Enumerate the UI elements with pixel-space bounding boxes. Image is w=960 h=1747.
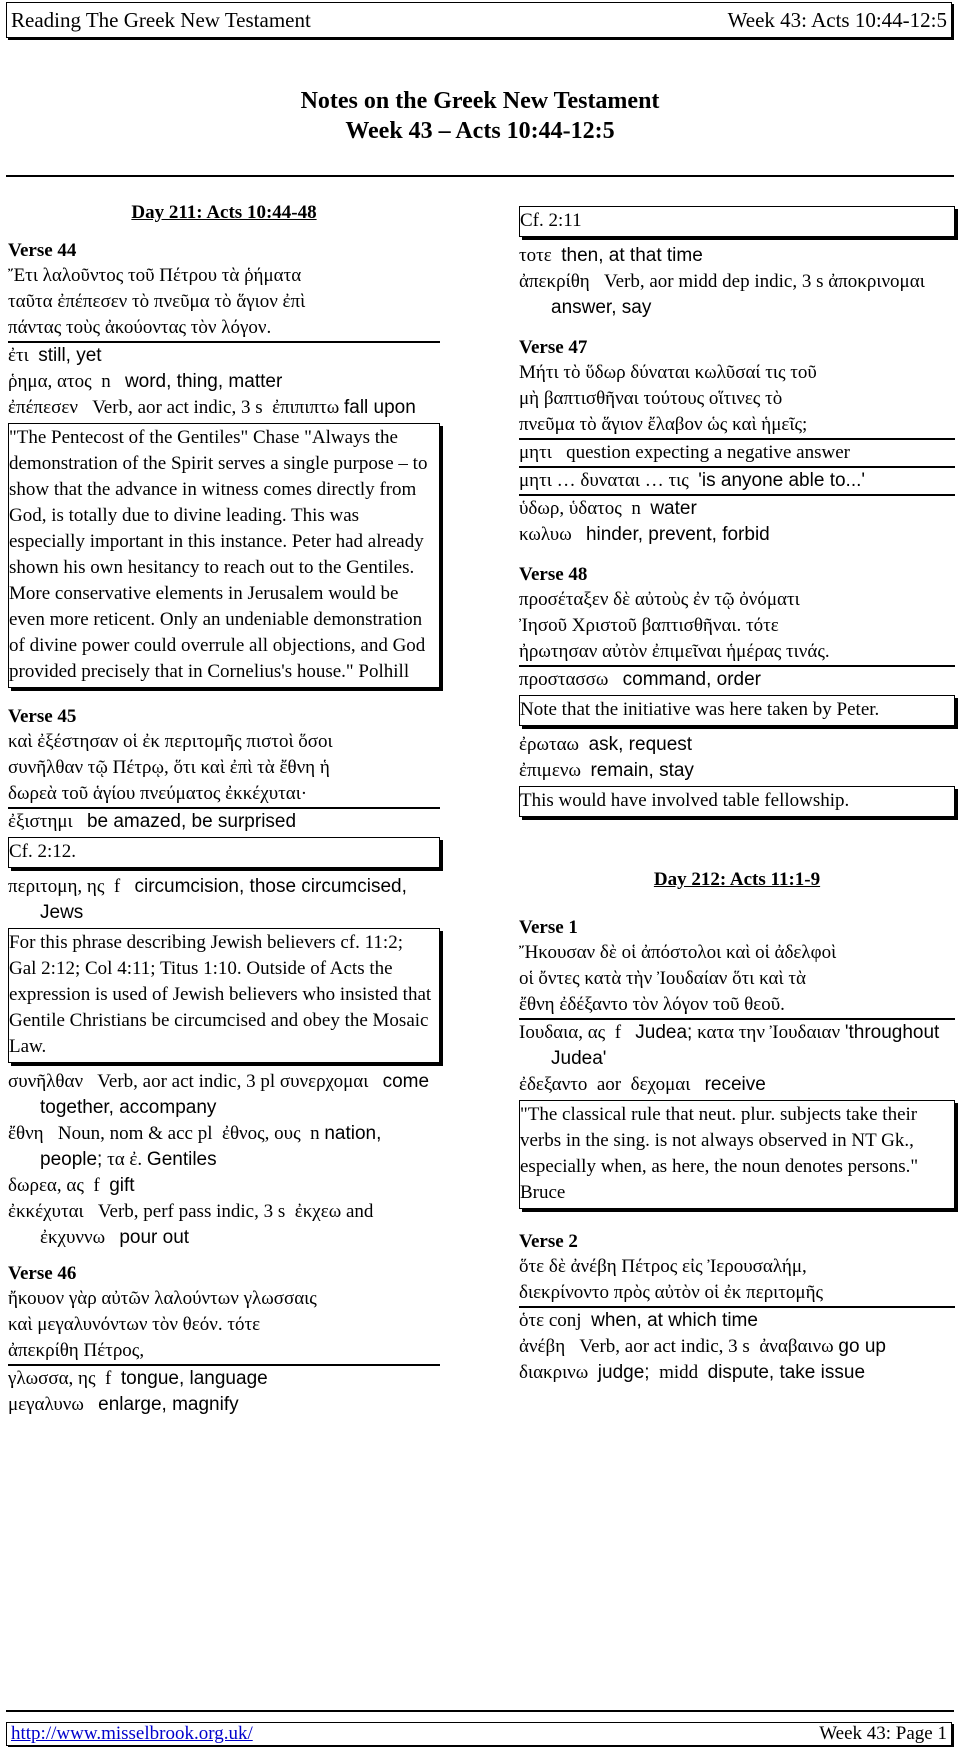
vocab-lemma: ἀποκρινομαι xyxy=(828,271,925,292)
note-box: Cf. 2:11 xyxy=(519,206,955,237)
vocab-gender: n xyxy=(101,371,111,392)
vocab-entry xyxy=(519,440,955,468)
vocab-word: ὁτε xyxy=(519,1310,545,1331)
greek-text xyxy=(8,1286,440,1366)
vocab-parse: Verb, perf pass indic, 3 s xyxy=(97,1201,286,1222)
note-box: For this phrase describing Jewish believers cf. 11:2; Gal 2:12; Col 4:11; Titus 1:10. Outside of Acts the expression is used of Jewish believers who insisted that Gentile Christians be circumcised and obey the Mosaic Law. xyxy=(8,928,440,1063)
vocab-entry xyxy=(8,1121,440,1173)
vocab-word: τοτε xyxy=(519,245,552,266)
greek-line: Ἰησοῦ Χριστοῦ βαπτισθῆναι. τότε xyxy=(519,615,779,636)
vocab-gloss: word, thing, matter xyxy=(124,371,283,392)
greek-text xyxy=(8,729,440,809)
vocab-entry xyxy=(519,496,955,522)
vocab-phrase: μητι … δυναται … τις xyxy=(519,470,689,491)
greek-line: μὴ βαπτισθῆναι τούτους οἵτινες τὸ xyxy=(519,388,783,409)
greek-line: ἔθνη ἐδέξαντο τὸν λόγον τοῦ θεοῦ. xyxy=(519,994,785,1015)
vocab-conj: and xyxy=(345,1201,374,1222)
vocab-parse: aor xyxy=(596,1074,622,1095)
vocab-entry xyxy=(8,1392,440,1418)
vocab-gloss: water xyxy=(650,498,697,519)
vocab-gloss: go up xyxy=(838,1336,886,1357)
left-column xyxy=(8,200,440,1418)
vocab-gloss: tongue, language xyxy=(120,1368,268,1389)
vocab-entry xyxy=(519,1308,955,1334)
vocab-gloss: remain, stay xyxy=(590,760,694,781)
greek-line: καὶ ἐξέστησαν οἱ ἐκ περιτομῆς πιστοὶ ὅσοι xyxy=(8,731,333,752)
vocab-word: περιτομη, ης xyxy=(8,876,105,897)
vocab-parse: Verb, aor midd dep indic, 3 s xyxy=(603,271,824,292)
verse-heading: Verse 44 xyxy=(8,240,77,261)
vocab-entry xyxy=(8,1069,440,1121)
vocab-entry xyxy=(8,395,440,421)
note-box: Note that the initiative was here taken by Peter. xyxy=(519,695,955,726)
verse-heading: Verse 46 xyxy=(8,1263,77,1284)
vocab-lemma: ἐκχυννω xyxy=(40,1227,106,1248)
vocab-parse: Noun, nom & acc pl xyxy=(57,1123,213,1144)
vocab-word: κωλυω xyxy=(519,524,572,545)
greek-text xyxy=(519,1254,955,1308)
vocab-entry xyxy=(519,522,955,548)
vocab-gloss: command, order xyxy=(622,669,761,690)
vocab-gloss: be amazed, be surprised xyxy=(86,811,297,832)
verse-heading: Verse 2 xyxy=(519,1231,578,1252)
verse-heading: Verse 47 xyxy=(519,337,588,358)
vocab-entry xyxy=(519,1072,955,1098)
greek-line: ἠρωτησαν αὐτὸν ἐπιμεῖναι ἡμέρας τινάς. xyxy=(519,641,830,662)
vocab-word: μητι xyxy=(519,442,552,463)
vocab-gloss: hinder, prevent, forbid xyxy=(585,524,770,545)
page-number: Week 43: Page 1 xyxy=(819,1723,947,1744)
vocab-gloss: Gentiles xyxy=(146,1149,217,1170)
vocab-gender: f xyxy=(105,1368,112,1389)
day-heading: Day 211: Acts 10:44-48 xyxy=(131,202,317,223)
vocab-gloss: question expecting a negative answer xyxy=(566,442,850,463)
day-heading: Day 212: Acts 11:1-9 xyxy=(653,869,821,890)
title-line-2: Week 43 – Acts 10:44-12:5 xyxy=(345,118,615,144)
vocab-entry xyxy=(519,1020,955,1072)
note-box: Cf. 2:12. xyxy=(8,837,440,868)
vocab-entry xyxy=(519,732,955,758)
page-header xyxy=(6,2,952,38)
greek-line: Μήτι τὸ ὕδωρ δύναται κωλῦσαί τις τοῦ xyxy=(519,362,817,383)
vocab-gloss: Judea; xyxy=(635,1022,693,1043)
vocab-lemma: συνερχομαι xyxy=(279,1071,369,1092)
greek-line: πνεῦμα τὸ ἅγιον ἔλαβον ὡς καὶ ἡμεῖς; xyxy=(519,414,808,435)
greek-text xyxy=(519,940,955,1020)
greek-line: πάντας τοὺς ἀκούοντας τὸν λόγον. xyxy=(8,317,272,338)
vocab-entry xyxy=(519,243,955,269)
vocab-gender: n xyxy=(631,498,641,519)
note-box: "The classical rule that neut. plur. subjects take their verbs in the sing. is not always observed in NT Gk., especially when, as here, the noun denotes persons." Bruce xyxy=(519,1100,955,1209)
vocab-word: ἐτι xyxy=(8,345,29,366)
vocab-entry xyxy=(8,874,440,926)
page-footer xyxy=(6,1722,952,1746)
greek-line: ἀπεκρίθη Πέτρος, xyxy=(8,1340,145,1361)
verse-heading: Verse 45 xyxy=(8,706,77,727)
vocab-lemma: ἐθνος, ους xyxy=(221,1123,301,1144)
vocab-word: ἐκκέχυται xyxy=(8,1201,84,1222)
vocab-word: ἐπιμενω xyxy=(519,760,581,781)
vocab-entry xyxy=(519,468,955,496)
greek-text xyxy=(519,360,955,440)
greek-line: ἤκουον γὰρ αὐτῶν λαλούντων γλωσσαις xyxy=(8,1288,317,1309)
vocab-gloss: receive xyxy=(704,1074,766,1095)
vocab-parse: Verb, aor act indic, 3 s xyxy=(579,1336,750,1357)
vocab-entry xyxy=(8,369,440,395)
vocab-entry xyxy=(519,1334,955,1360)
vocab-entry xyxy=(8,343,440,369)
vocab-word: γλωσσα, ης xyxy=(8,1368,96,1389)
vocab-entry xyxy=(8,1173,440,1199)
title-divider xyxy=(6,175,954,177)
greek-line: δωρεὰ τοῦ ἁγίου πνεύματος ἐκκέχυται· xyxy=(8,783,308,804)
vocab-gloss: ask, request xyxy=(588,734,693,755)
greek-line: ὅτε δὲ ἀνέβη Πέτρος εἰς Ἰερουσαλήμ, xyxy=(519,1256,807,1277)
vocab-gloss: pour out xyxy=(119,1227,190,1248)
vocab-gloss: enlarge, magnify xyxy=(98,1394,239,1415)
vocab-entry xyxy=(8,1199,440,1251)
greek-line: προσέταξεν δὲ αὐτοὺς ἐν τῷ ὀνόματι xyxy=(519,589,800,610)
vocab-entry xyxy=(519,758,955,784)
vocab-word: ἀπεκρίθη xyxy=(519,271,590,292)
vocab-gloss: fall upon xyxy=(343,397,416,418)
greek-line: συνῆλθαν τῷ Πέτρῳ, ὅτι καὶ ἐπὶ τὰ ἔθνη ἡ xyxy=(8,757,330,778)
vocab-word: δωρεα, ας xyxy=(8,1175,84,1196)
vocab-gloss: nation, people; xyxy=(40,1123,382,1170)
vocab-word: ἐδεξαντο xyxy=(519,1074,588,1095)
vocab-gender: f xyxy=(93,1175,100,1196)
vocab-gloss: still, yet xyxy=(38,345,102,366)
vocab-lemma: δεχομαι xyxy=(630,1074,691,1095)
vocab-gloss: answer, say xyxy=(551,297,652,318)
vocab-word: συνῆλθαν xyxy=(8,1071,84,1092)
vocab-parse: Verb, aor act indic, 3 s xyxy=(92,397,263,418)
vocab-word: διακρινω xyxy=(519,1362,589,1383)
vocab-word: ὑδωρ, ὑδατος xyxy=(519,498,622,519)
vocab-phrase: τα ἐ. xyxy=(107,1149,143,1170)
vocab-gender: f xyxy=(614,1022,622,1043)
vocab-gloss: 'throughout Judea' xyxy=(551,1022,940,1069)
vocab-gloss: when, at which time xyxy=(591,1310,758,1331)
greek-text xyxy=(519,587,955,667)
vocab-parse: Verb, aor act indic, 3 pl xyxy=(97,1071,276,1092)
vocab-gloss: gift xyxy=(109,1175,135,1196)
vocab-word: Ιουδαια, ας xyxy=(519,1022,606,1043)
vocab-entry xyxy=(8,809,440,835)
vocab-lemma: ἐπιπιπτω xyxy=(272,397,340,418)
greek-text xyxy=(8,263,440,343)
vocab-lemma: ἀναβαινω xyxy=(759,1336,834,1357)
vocab-word: προστασσω xyxy=(519,669,609,690)
footer-divider xyxy=(6,1710,954,1712)
verse-heading: Verse 48 xyxy=(519,564,588,585)
vocab-word: ῥημα, ατος xyxy=(8,371,92,392)
greek-line: Ἤκουσαν δὲ οἱ ἀπόστολοι καὶ οἱ ἀδελφοὶ xyxy=(519,942,837,963)
greek-line: διεκρίνοντο πρὸς αὐτὸν οἱ ἐκ περιτομῆς xyxy=(519,1282,824,1303)
vocab-parse: conj xyxy=(548,1310,582,1331)
vocab-gender: f xyxy=(113,876,121,897)
vocab-entry xyxy=(519,667,955,693)
vocab-gender: n xyxy=(310,1123,320,1144)
site-link[interactable]: http://www.misselbrook.org.uk/ xyxy=(11,1723,253,1744)
vocab-word: ἀνέβη xyxy=(519,1336,566,1357)
vocab-word: μεγαλυνω xyxy=(8,1394,84,1415)
vocab-phrase: κατα την Ἰουδαιαν xyxy=(697,1022,841,1043)
vocab-parse: midd xyxy=(659,1362,699,1383)
vocab-lemma: ἐκχεω xyxy=(294,1201,342,1222)
vocab-word: ἐπέπεσεν xyxy=(8,397,78,418)
note-box: "The Pentecost of the Gentiles" Chase "Always the demonstration of the Spirit serves a single purpose – to show that the advance in witness comes directly from God, is totally due to divine leading. This was especially important in this instance. Peter had already shown his own hesitancy to reach out to the Gentiles. More conservative elements in Jerusalem would be even more reticent. Only an undeniable demonstration of divine power could overrule all objections, and God provided precisely that in Cornelius's house." Polhill xyxy=(8,423,440,688)
vocab-word: ἐρωταω xyxy=(519,734,580,755)
vocab-word: ἐξιστημι xyxy=(8,811,73,832)
vocab-entry xyxy=(519,1360,955,1386)
greek-line: ταῦτα ἐπέπεσεν τὸ πνεῦμα τὸ ἅγιον ἐπὶ xyxy=(8,291,306,312)
vocab-word: ἔθνη xyxy=(8,1123,44,1144)
vocab-gloss: circumcision, those circumcised, Jews xyxy=(40,876,407,923)
header-left: Reading The Greek New Testament xyxy=(11,7,311,32)
greek-line: οἱ ὄντες κατὰ τὴν Ἰουδαίαν ὅτι καὶ τὰ xyxy=(519,968,806,989)
vocab-gloss: 'is anyone able to...' xyxy=(698,470,866,491)
vocab-gloss: judge; xyxy=(597,1362,650,1383)
vocab-gloss: come together, accompany xyxy=(40,1071,430,1118)
right-column xyxy=(519,206,955,1386)
vocab-gloss: then, at that time xyxy=(561,245,703,266)
vocab-entry xyxy=(8,1366,440,1392)
greek-line: καὶ μεγαλυνόντων τὸν θεόν. τότε xyxy=(8,1314,261,1335)
title-line-1: Notes on the Greek New Testament xyxy=(300,88,660,114)
note-box: This would have involved table fellowship. xyxy=(519,786,955,817)
header-right: Week 43: Acts 10:44-12:5 xyxy=(727,7,947,32)
vocab-entry xyxy=(519,269,955,321)
vocab-gloss: dispute, take issue xyxy=(707,1362,866,1383)
page-title xyxy=(0,86,960,146)
greek-line: Ἔτι λαλοῦντος τοῦ Πέτρου τὰ ῥήματα xyxy=(8,265,302,286)
verse-heading: Verse 1 xyxy=(519,917,578,938)
